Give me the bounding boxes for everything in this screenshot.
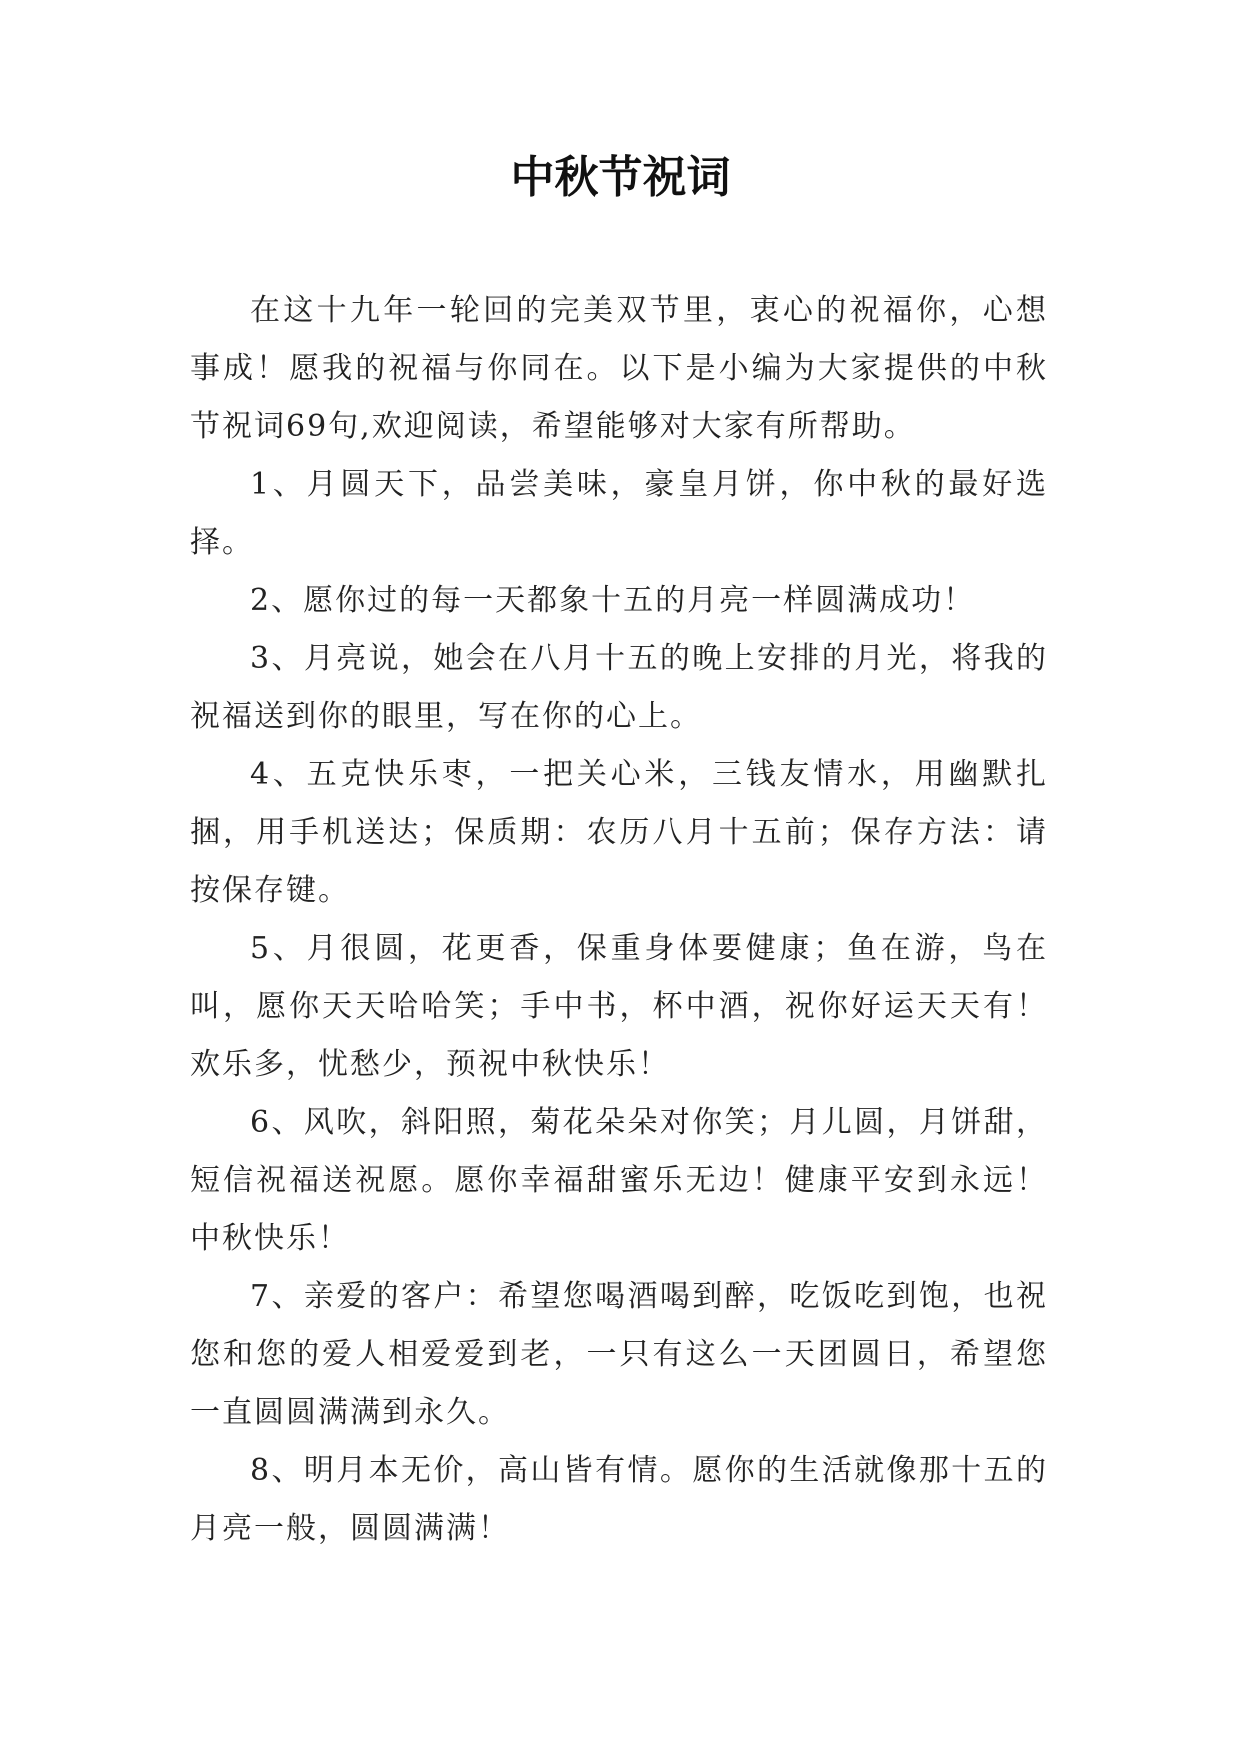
greeting-item-4: 4、五克快乐枣，一把关心米，三钱友情水，用幽默扎捆，用手机送达；保质期：农历八月十五前；保存方法：请按保存键。 <box>190 757 1048 908</box>
document-body <box>190 282 1048 1558</box>
greeting-item-6: 6、风吹，斜阳照，菊花朵朵对你笑；月儿圆，月饼甜，短信祝福送祝愿。愿你幸福甜蜜乐无边！健康平安到永远！中秋快乐！ <box>190 1105 1048 1256</box>
greeting-item-5: 5、月很圆，花更香，保重身体要健康；鱼在游，鸟在叫，愿你天天哈哈笑；手中书，杯中酒，祝你好运天天有！欢乐多，忧愁少，预祝中秋快乐！ <box>190 931 1048 1082</box>
greeting-item-1: 1、月圆天下，品尝美味，豪皇月饼，你中秋的最好选择。 <box>190 467 1048 560</box>
greeting-item-3: 3、月亮说，她会在八月十五的晚上安排的月光，将我的祝福送到你的眼里，写在你的心上。 <box>190 641 1048 734</box>
document-title: 中秋节祝词 <box>510 152 731 203</box>
greeting-item-7: 7、亲爱的客户：希望您喝酒喝到醉，吃饭吃到饱，也祝您和您的爱人相爱爱到老，一只有这么一天团圆日，希望您一直圆圆满满到永久。 <box>190 1279 1048 1430</box>
intro-paragraph: 在这十九年一轮回的完美双节里，衷心的祝福你，心想事成！愿我的祝福与你同在。以下是小编为大家提供的中秋节祝词69句,欢迎阅读，希望能够对大家有所帮助。 <box>190 293 1048 444</box>
greeting-item-2: 2、愿你过的每一天都象十五的月亮一样圆满成功！ <box>250 583 976 618</box>
greeting-item-8: 8、明月本无价，高山皆有情。愿你的生活就像那十五的月亮一般，圆圆满满！ <box>190 1453 1048 1546</box>
